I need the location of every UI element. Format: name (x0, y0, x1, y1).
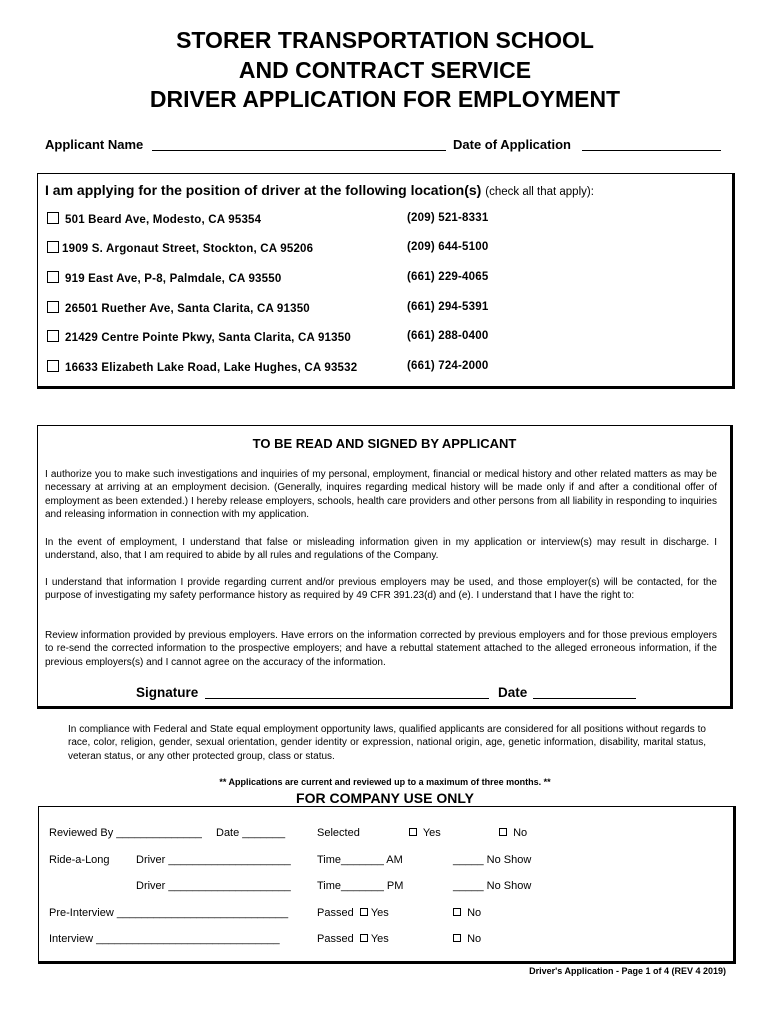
no-show-field-1[interactable]: _____ No Show (453, 854, 532, 866)
location-phone: (661) 229-4065 (407, 271, 489, 283)
location-row (47, 330, 351, 344)
location-row (47, 360, 357, 374)
company-use-heading: FOR COMPANY USE ONLY (296, 790, 474, 806)
location-phone: (661) 724-2000 (407, 360, 489, 372)
location-row (47, 301, 310, 315)
location-address: 16633 Elizabeth Lake Road, Lake Hughes, CA 93532 (65, 362, 358, 374)
applicant-name-field[interactable] (152, 138, 446, 151)
driver-field-2[interactable]: Driver ____________________ (136, 880, 291, 892)
title-line-1: STORER TRANSPORTATION SCHOOL (176, 27, 594, 53)
time-am-field[interactable]: Time_______ AM (317, 854, 403, 866)
checkbox-icon (453, 908, 461, 916)
checkbox-icon[interactable] (360, 908, 368, 916)
location-address: 1909 S. Argonaut Street, Stockton, CA 95206 (62, 243, 314, 255)
page-footer: Driver's Application - Page 1 of 4 (REV 4 2019) (529, 966, 726, 976)
reviewed-date-field[interactable]: Date _______ (216, 827, 286, 839)
pre-interview-passed: Passed Yes (317, 907, 389, 919)
driver-field-1[interactable]: Driver ____________________ (136, 854, 291, 866)
signature-label: Signature (136, 685, 199, 700)
signature-date-field[interactable] (533, 686, 636, 699)
location-address: 26501 Ruether Ave, Santa Clarita, CA 91350 (65, 303, 310, 315)
checkbox-icon (409, 828, 417, 836)
checkbox-icon[interactable] (360, 934, 368, 942)
title-line-2: AND CONTRACT SERVICE (238, 57, 532, 83)
location-phone: (661) 294-5391 (407, 301, 489, 313)
checkbox-icon (453, 934, 461, 942)
selected-label: Selected (317, 827, 360, 839)
interview-field[interactable]: Interview ______________________________ (49, 933, 280, 945)
location-checkbox[interactable] (47, 241, 59, 253)
location-address: 501 Beard Ave, Modesto, CA 95354 (65, 214, 262, 226)
eeo-notice: In compliance with Federal and State equal employment opportunity laws, qualified applicants are considered for all positions without regards to race, color, religion, gender, sexual orientation, gender identity or expression, national origin, age, genetic information, disability, marital status, veteran status, or any other protected group, class or status. (68, 724, 706, 762)
pre-interview-field[interactable]: Pre-Interview ____________________________ (49, 907, 289, 919)
interview-passed: Passed Yes (317, 933, 389, 945)
applications-note: ** Applications are current and reviewed up to a maximum of three months. ** (219, 777, 551, 787)
title-line-3: DRIVER APPLICATION FOR EMPLOYMENT (149, 86, 621, 112)
agreement-paragraph: In the event of employment, I understand that false or misleading information given in my application or interview(s) may result in discharge. I understand, also, that I am required to abide by all rules and regulations of the Company. (45, 537, 717, 562)
location-address: 21429 Centre Pointe Pkwy, Santa Clarita, CA 91350 (65, 332, 351, 344)
pre-interview-no-option[interactable]: No (453, 907, 481, 919)
selected-no-option[interactable]: No (499, 827, 527, 839)
agreement-heading: TO BE READ AND SIGNED BY APPLICANT (252, 436, 517, 451)
reviewed-by-field[interactable]: Reviewed By ______________ (49, 827, 202, 839)
location-checkbox[interactable] (47, 301, 59, 313)
location-address: 919 East Ave, P-8, Palmdale, CA 93550 (65, 273, 282, 285)
signature-date-label: Date (498, 685, 528, 700)
location-checkbox[interactable] (47, 330, 59, 342)
agreement-paragraph: Review information provided by previous employers. Have errors on the information corrected by previous employers and for those previous employers to re-send the corrected information to the prospective employers; and have a rebuttal statement attached to the alleged erroneous information, if the previous employers(s) and I cannot agree on the accuracy of the information. (45, 630, 717, 668)
location-checkbox[interactable] (47, 360, 59, 372)
location-row (47, 241, 313, 255)
agreement-paragraph: I authorize you to make such investigations and inquiries of my personal, employment, financial or medical history and other related matters as may be necessary at arriving at an employment decision. (Generally, inquires regarding medical history will be made only if and after a conditional offer of employment as been extended.) I hereby release employers, schools, health care providers and other persons from all liability in responding to inquiries and releasing information in connection with my application. (45, 469, 717, 520)
locations-heading: I am applying for the position of driver at the following location(s) (check all that apply): (45, 182, 594, 198)
interview-no-option[interactable]: No (453, 933, 481, 945)
selected-yes-option[interactable]: Yes (409, 827, 441, 839)
location-checkbox[interactable] (47, 271, 59, 283)
time-pm-field[interactable]: Time_______ PM (317, 880, 404, 892)
location-phone: (661) 288-0400 (407, 330, 489, 342)
location-row (47, 212, 261, 226)
location-checkbox[interactable] (47, 212, 59, 224)
location-row (47, 271, 281, 285)
signature-field[interactable] (205, 686, 489, 699)
no-show-field-2[interactable]: _____ No Show (453, 880, 532, 892)
location-phone: (209) 644-5100 (407, 241, 489, 253)
locations-heading-note: (check all that apply): (485, 186, 594, 198)
ride-a-long-label: Ride-a-Long (49, 854, 110, 866)
checkbox-icon (499, 828, 507, 836)
agreement-paragraph: I understand that information I provide regarding current and/or previous employers may be used, and those employer(s) will be contacted, for the purpose of investigating my safety performance history as required by 49 CFR 391.23(d) and (e). I understand that I have the right to: (45, 577, 717, 602)
location-phone: (209) 521-8331 (407, 212, 489, 224)
application-date-field[interactable] (582, 138, 721, 151)
application-date-label: Date of Application (453, 137, 571, 152)
applicant-name-label: Applicant Name (45, 137, 144, 152)
